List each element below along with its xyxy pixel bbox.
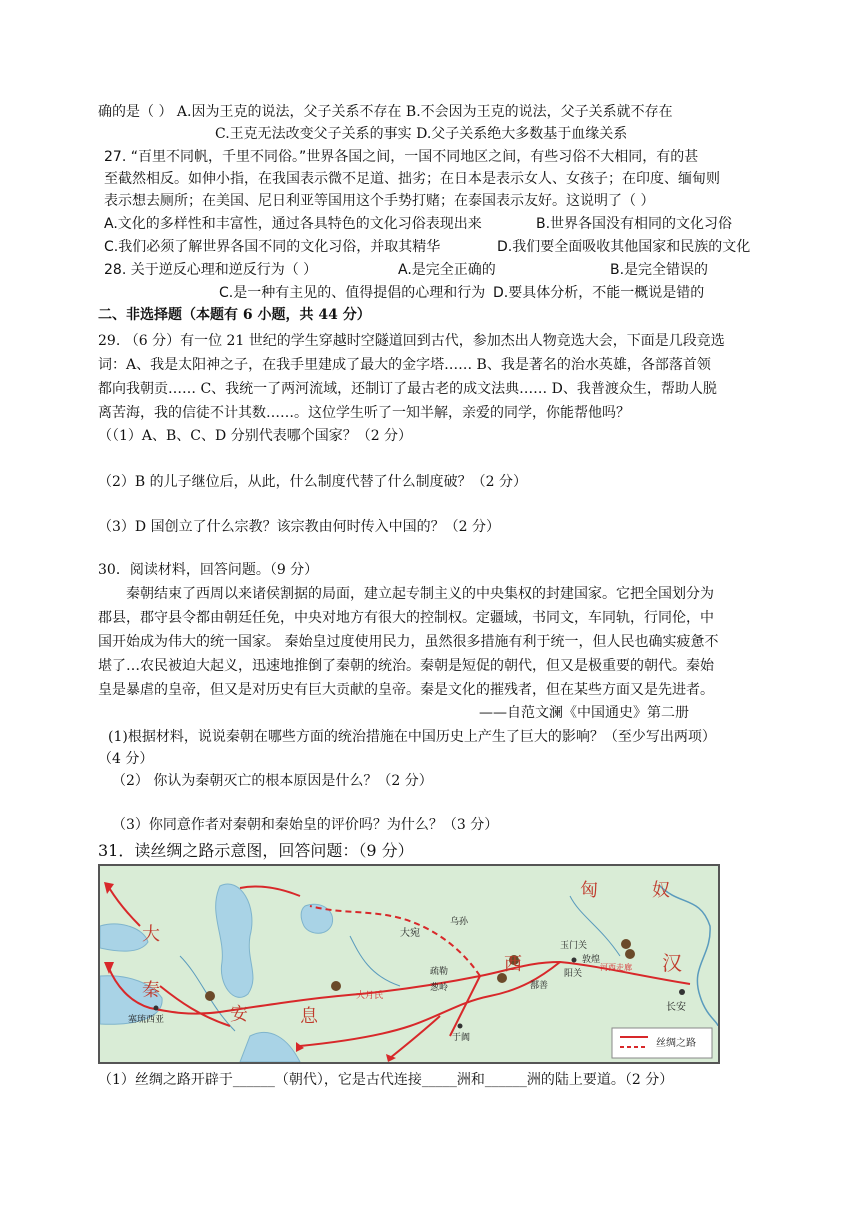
label-dayuezhi: 大月氏: [356, 991, 384, 1001]
river-oxus: [350, 936, 400, 986]
section-title: 二、非选择题（本题有 6 小题，共 44 分）: [98, 307, 371, 323]
q30-sub3: （3）你同意作者对秦朝和秦始皇的评价吗？为什么？（3 分）: [112, 817, 499, 833]
label-changan: 长安: [666, 1002, 686, 1013]
city-dot-seleucia: [154, 1006, 159, 1011]
q27-stem-line1: 27. “百里不同帆，千里不同俗。”世界各国之间，一国不同地区之间，有些习俗不大相同，有的甚: [104, 149, 699, 165]
camel-marker-4: [621, 939, 631, 949]
q29-stem-line4: 离苦海，我的信徒不计其数……。这位学生听了一知半解，亲爱的同学，你能帮他吗？: [98, 405, 630, 421]
black-sea: [100, 924, 148, 951]
label-yutian: 于阗: [452, 1033, 471, 1043]
city-dot-dunhuang: [572, 958, 577, 963]
camel-marker-1: [205, 991, 215, 1001]
q27-option-c: C.我们必须了解世界各国不同的文化习俗，并取其精华: [104, 239, 441, 255]
route-west-arrow: [108, 886, 140, 926]
q28-option-a: A.是完全正确的: [398, 262, 496, 278]
label-qin: 秦: [142, 980, 160, 1001]
q26-options-line2: C.王克无法改变父子关系的事实 D.父子关系绝大多数基于血缘关系: [215, 126, 628, 142]
q27-stem-line2: 至截然相反。如伸小指，在我国表示微不足道、拙劣；在日本是表示女人、女孩子；在印度、缅甸则: [104, 171, 720, 187]
route-sw: [390, 1016, 440, 1058]
q28-option-c: C.是一种有主见的、值得提倡的心理和行为: [219, 285, 486, 301]
q31-stem: 31．读丝绸之路示意图，回答问题：（9 分）: [98, 841, 414, 860]
label-da: 大: [142, 924, 160, 945]
arrow-head-1: [104, 962, 114, 974]
q30-material-line5: 皇是暴虐的皇帝，但又是对历史有巨大贡献的皇帝。秦是文化的摧残者，但在某些方面又是先进者。: [98, 682, 714, 698]
q28-option-b: B.是完全错误的: [610, 262, 709, 278]
q30-material-line4: 堪了…农民被迫大起义，迅速地推倒了秦朝的统治。秦朝是短促的朝代，但又是极重要的朝代。秦始: [98, 658, 714, 674]
q30-sub1-points: （4 分）: [98, 751, 154, 767]
q27-option-a: A.文化的多样性和丰富性，通过各具特色的文化习俗表现出来: [104, 216, 482, 232]
q27-option-b: B.世界各国没有相同的文化习俗: [536, 216, 733, 232]
label-an: 安: [230, 1004, 248, 1025]
q29-sub2: （2）B 的儿子继位后，从此，什么制度代替了什么制度破？（2 分）: [98, 474, 528, 490]
camel-marker-2: [331, 981, 341, 991]
q29-stem-line1: 29. （6 分）有一位 21 世纪的学生穿越时空隧道回到古代，参加杰出人物竞选大会，下面是几段竞选: [98, 333, 725, 349]
city-dot-yutian: [458, 1024, 463, 1029]
q29-stem-line3: 都向我朝贡…… C、我统一了两河流域，还制订了最古老的成文法典…… D、我普渡众生，帮助人脱: [98, 381, 717, 397]
q27-option-d: D.我们要全面吸收其他国家和民族的文化: [497, 239, 751, 255]
label-yumenguan: 玉门关: [560, 941, 588, 951]
label-shule: 疏勒: [430, 967, 449, 977]
city-dot-changan: [679, 989, 685, 995]
q30-material-line2: 郡县，郡守县令都由朝廷任免，中央对地方有很大的控制权。定疆域，书同文，车同轨，行同伦，中: [98, 610, 714, 626]
label-hexi: 河西走廊: [600, 963, 632, 972]
arrow-head-4: [296, 1042, 304, 1052]
label-han: 汉: [662, 951, 682, 975]
legend-label: 丝绸之路: [656, 1038, 696, 1049]
label-sailuxiya: 塞琉西亚: [128, 1015, 165, 1025]
route-yutian: [450, 976, 480, 1036]
label-xiongnu-1: 匈: [580, 880, 598, 901]
label-yangguan: 阳关: [564, 969, 583, 979]
q28-option-d: D.要具体分析，不能一概说是错的: [493, 285, 705, 301]
label-dayuan: 大宛: [400, 928, 420, 939]
silk-road-map-svg: [100, 866, 718, 1062]
camel-marker-6: [625, 949, 635, 959]
q31-sub1: （1）丝绸之路开辟于______（朝代），它是古代连接_____洲和______洲的陆上要道。（2 分）: [98, 1072, 674, 1088]
route-northwest: [240, 886, 300, 896]
q29-sub1: （（1）A、B、C、D 分别代表哪个国家？（2 分）: [98, 428, 413, 444]
label-shanshan: 鄯善: [530, 981, 549, 991]
label-kunlun: 葱岭: [430, 983, 449, 993]
caspian-sea: [216, 884, 253, 997]
q30-material-line3: 国开始成为伟大的统一国家。 秦始皇过度使用民力，虽然很多措施有利于统一，但人民也确实疲惫不: [98, 634, 719, 650]
q28-stem: 28. 关于逆反心理和逆反行为（ ）: [104, 262, 318, 278]
persian-gulf: [240, 1032, 300, 1062]
q29-stem-line2: 词：A、我是太阳神之子，在我手里建成了最大的金字塔…… B、我是著名的治水英雄，各部落首领: [98, 357, 711, 373]
q30-source: ——自范文澜《中国通史》第二册: [479, 705, 689, 721]
q30-sub2: （2） 你认为秦朝灭亡的根本原因是什么？（2 分）: [112, 773, 433, 789]
q29-sub3: （3）D 国创立了什么宗教？该宗教由何时传入中国的？（2 分）: [98, 519, 500, 535]
label-wusun: 乌孙: [450, 917, 469, 927]
label-xiongnu-2: 奴: [652, 880, 670, 901]
q26-options-line1: 确的是（ ） A.因为王克的说法，父子关系不存在 B.不会因为王克的说法，父子关系就不存在: [98, 104, 673, 120]
q30-sub1: (1)根据材料，说说秦朝在哪些方面的统治措施在中国历史上产生了巨大的影响？（至少写出两项）: [108, 729, 716, 745]
route-seleucia: [160, 986, 230, 1026]
label-xi-region: 西: [504, 954, 522, 975]
q30-material-line1: 秦朝结束了西周以来诸侯割据的局面，建立起专制主义的中央集权的封建国家。它把全国划分为: [126, 586, 714, 602]
silk-road-map: [98, 864, 720, 1064]
label-xi-parthia: 息: [300, 1006, 318, 1027]
q30-stem: 30．阅读材料，回答问题。（9 分）: [98, 562, 319, 578]
q27-stem-line3: 表示想去厕所；在美国、尼日利亚等国用这个手势打赌；在泰国表示友好。这说明了（ ）: [104, 193, 655, 209]
label-dunhuang: 敦煌: [582, 955, 601, 965]
